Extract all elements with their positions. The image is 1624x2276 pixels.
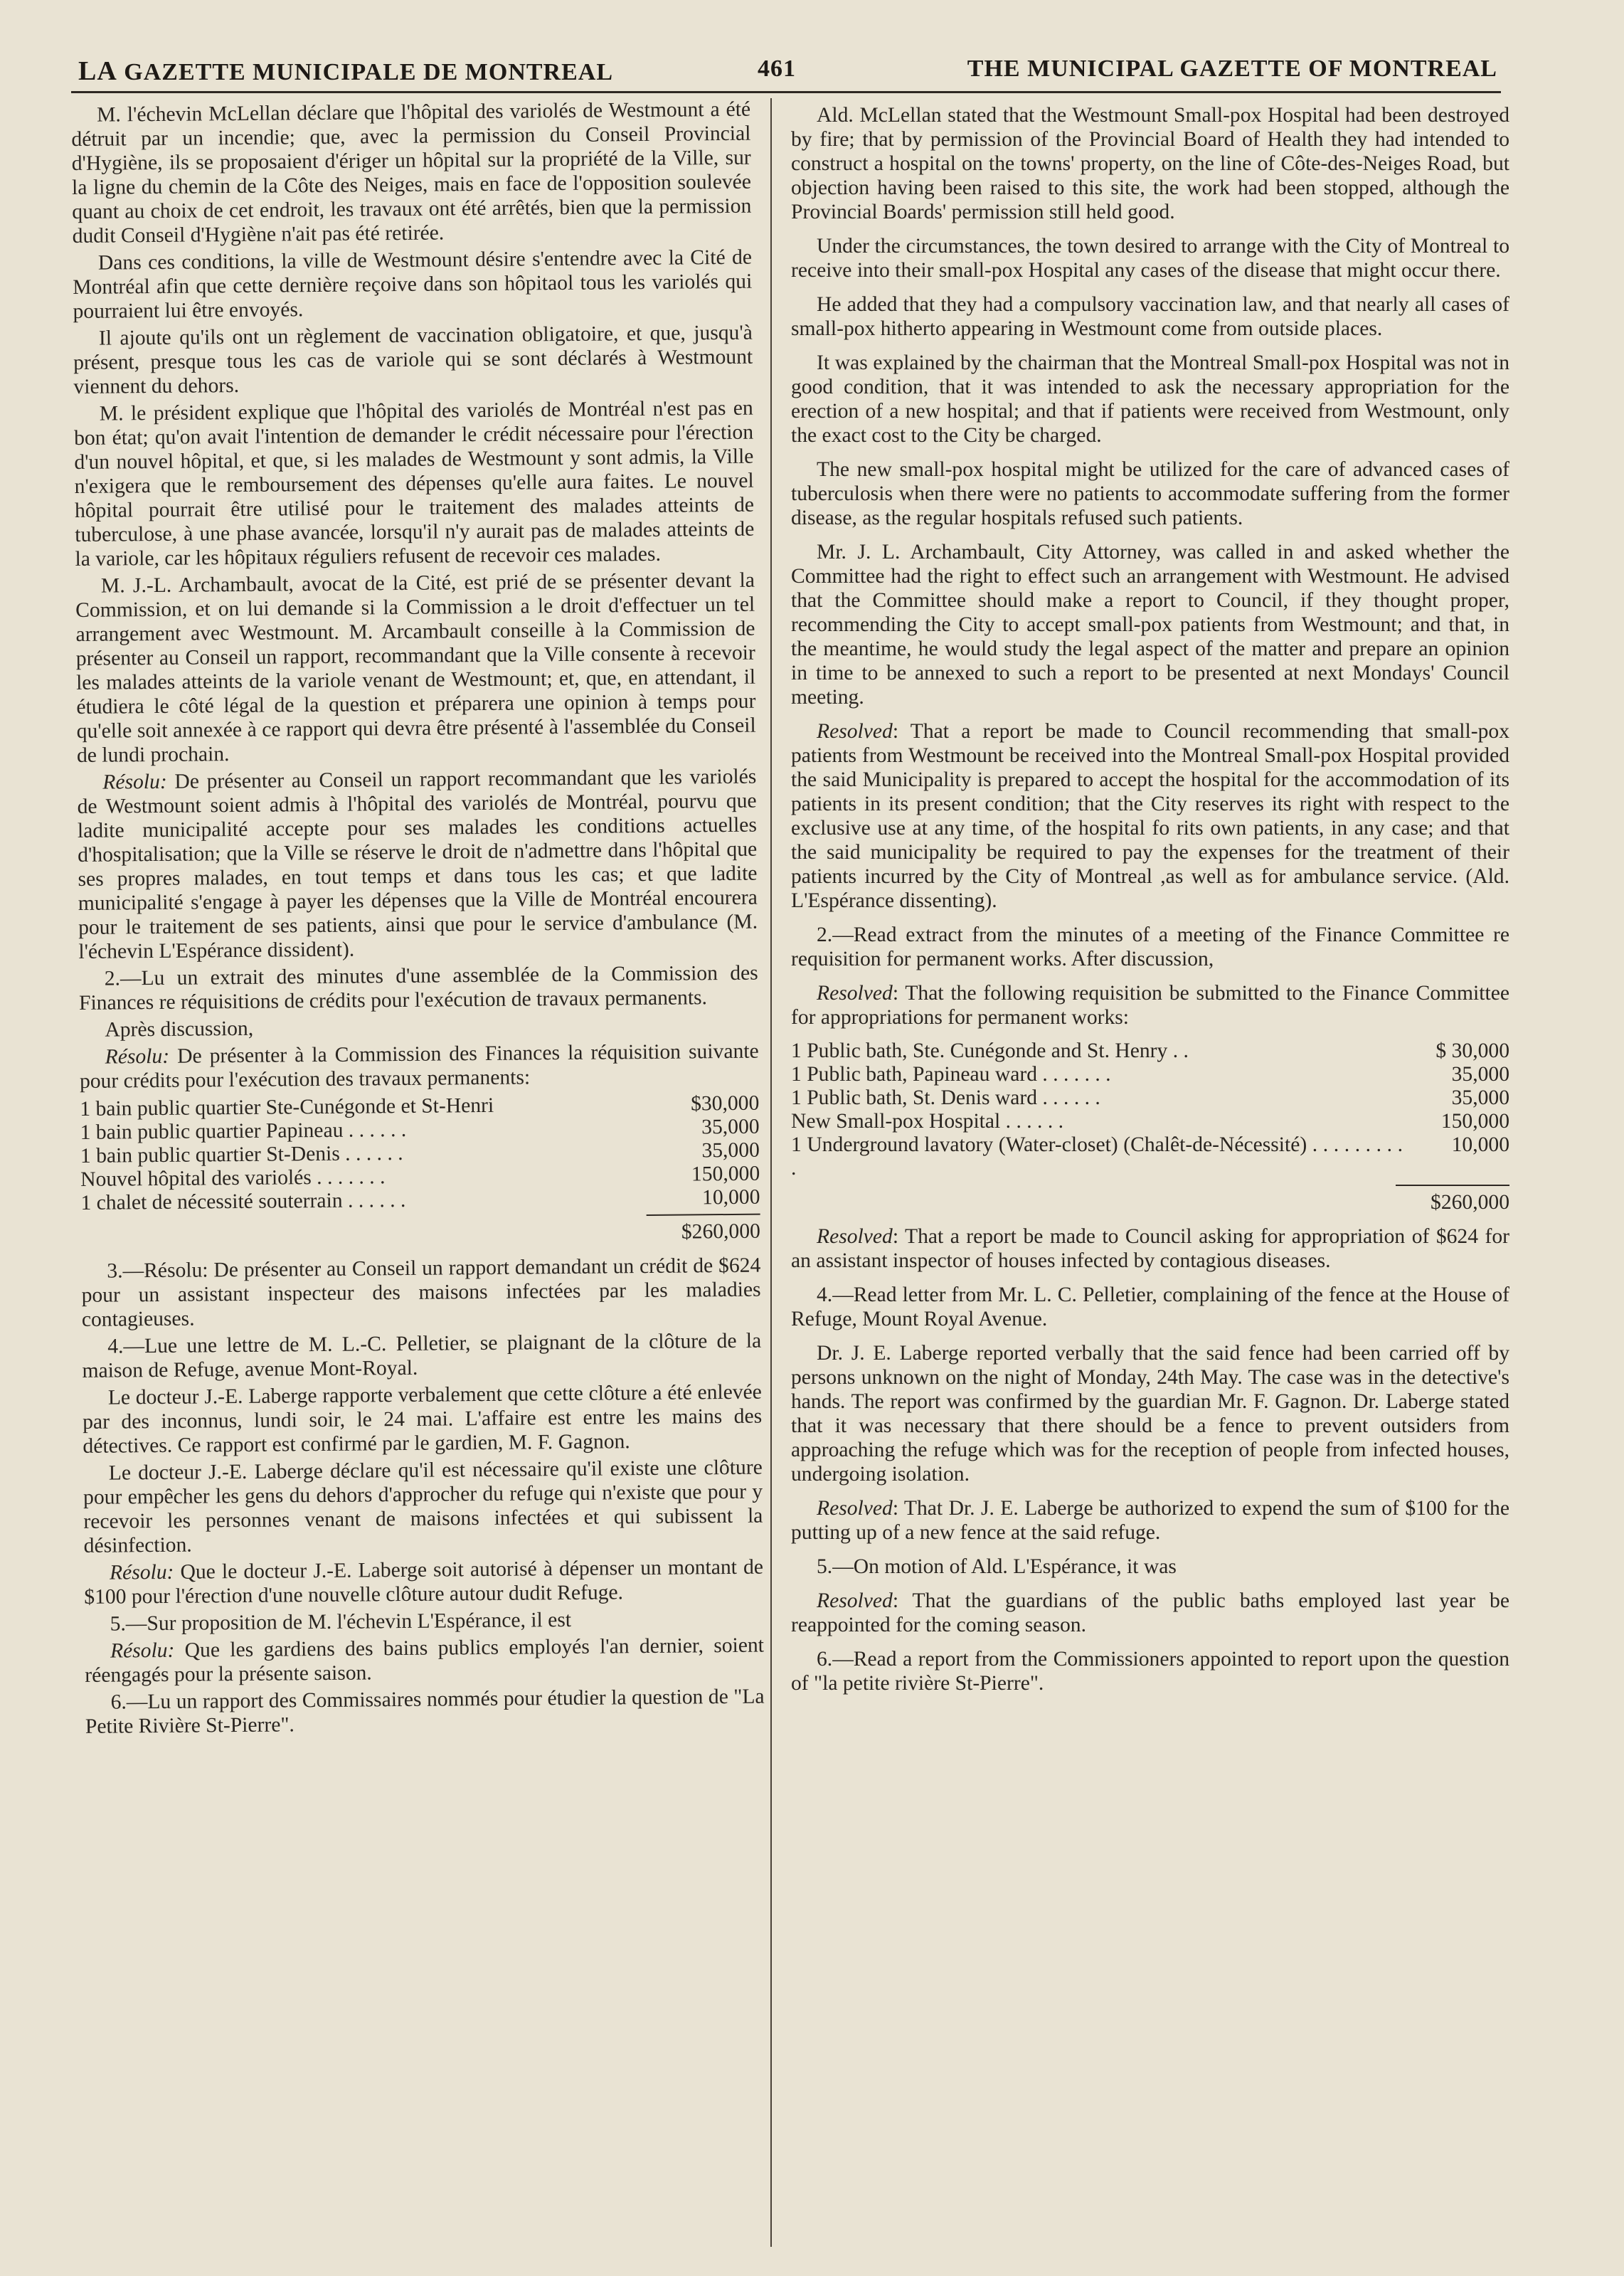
en-paragraph-6: Mr. J. L. Archambault, City Attorney, was called in and asked whether the Committee had the right to effect such an arrangement with Westmount. He advised that the Committee should make a report to Council, if they thought proper, recommending the City to accept small-pox patients from Westmount; and that, in the meantime, he would study the legal aspect of the matter and prepare an opinion in time to be annexed to such a report to be presented at next Mondays' Council meeting. — [791, 541, 1509, 709]
fr-paragraph-7: 2.—Lu un extrait des minutes d'une assemblée de la Commission des Finances re réquisitions de crédits pour l'exécution de travaux permanents. — [78, 961, 758, 1015]
budget-item: 1 Underground lavatory (Water-closet) (Chalêt-de-Nécessité) . . . . . . . . . . — [791, 1133, 1403, 1180]
fr-paragraph-17: 6.—Lu un rapport des Commissaires nommés pour étudier la question de "La Petite Rivière St-Pierre". — [85, 1685, 765, 1738]
en-paragraph-4: It was explained by the chairman that the Montreal Small-pox Hospital was not in good condition, that it was intended to ask the necessary appropriation for the erection of a new hospital; and that if patients were received from Westmount, only the exact cost to the City be charged. — [791, 351, 1509, 447]
en-budget-total — [791, 1185, 1509, 1214]
fr-paragraph-3: Il ajoute qu'ils ont un règlement de vaccination obligatoire, et que, jusqu'à présent, presque tous les cas de variole qui se sont déclarés à Westmount viennent du dehors. — [73, 321, 753, 398]
en-resolved-text: : That a report be made to Council asking for appropriation of $624 for an assistant inspector of houses infected by contagious diseases. — [791, 1225, 1509, 1272]
page-header — [78, 50, 1497, 92]
budget-amount: 35,000 — [1451, 1063, 1509, 1086]
fr-budget-total — [81, 1214, 760, 1249]
budget-total-value: $260,000 — [647, 1214, 760, 1244]
fr-paragraph-13: Le docteur J.-E. Laberge déclare qu'il est nécessaire qu'il existe une clôture pour empêcher les gens du dehors d'approcher du refuge qui n'existe que pour y recevoir les personnes venant de maisons infectées et qui subissent la désinfection. — [83, 1456, 763, 1557]
header-french-rest: GAZETTE MUNICIPALE DE MONTREAL — [124, 59, 614, 85]
table-row — [791, 1063, 1509, 1086]
en-resolved-label: Resolved — [817, 1225, 893, 1248]
column-divider — [770, 98, 772, 2247]
budget-amount: 10,000 — [701, 1185, 760, 1210]
fr-paragraph-8: Après discussion, — [105, 1017, 254, 1042]
budget-item: New Small-pox Hospital . . . . . . — [791, 1110, 1064, 1133]
table-row — [791, 1133, 1509, 1180]
budget-item: 1 Public bath, Ste. Cunégonde and St. Henry . . — [791, 1039, 1189, 1062]
header-english-title: THE MUNICIPAL GAZETTE OF MONTREAL — [967, 55, 1497, 82]
budget-amount: $ 30,000 — [1435, 1039, 1509, 1062]
budget-item: 1 Public bath, St. Denis ward . . . . . . — [791, 1086, 1100, 1109]
en-paragraph-14: 5.—On motion of Ald. L'Espérance, it was — [817, 1555, 1177, 1578]
fr-paragraph-12: Le docteur J.-E. Laberge rapporte verbalement que cette clôture a été enlevée par des inconnus, lundi soir, le 24 mai. L'affaire est entre les mains des détectives. Ce rapport est confirmé par le gardien, M. F. Gagnon. — [83, 1380, 763, 1458]
en-budget-table — [791, 1039, 1509, 1180]
en-resolved-label: Resolved — [817, 982, 893, 1005]
fr-resolu-text: De présenter au Conseil un rapport recommandant que les variolés de Westmount soient admis à l'hôpital des variolés de Montréal, pourvu que ladite municipalité accepte pour ses malades les conditions actuelles d'hospitalisation; que la Ville se réserve le droit de n'admettre dans l'hôpital que ses propres malades, en tout temps et dans tous les cas; et que ladite municipalité s'engage à payer les dépenses que la Ville de Montréal encourera pour le traitement de ses patients, ainsi que pour le service d'ambulance (M. l'échevin L'Espérance dissident). — [77, 765, 758, 963]
en-paragraph-15 — [791, 1589, 1509, 1637]
en-paragraph-1: Ald. McLellan stated that the Westmount Small-pox Hospital had been destroyed by fire; that by permission of the Provincial Board of Health they had intended to construct a hospital on the towns' property, on the line of Côte-des-Neiges Road, but objection having been raised to this site, the work had been stopped, although the Provincial Boards' permission still held good. — [791, 104, 1509, 223]
english-column — [791, 103, 1509, 1705]
en-paragraph-13 — [791, 1496, 1509, 1545]
en-paragraph-5: The new small-pox hospital might be utilized for the care of advanced cases of tuberculosis when there were no patients to accommodate suffering from the former disease, as the regular hospitals refused such patients. — [791, 458, 1509, 529]
page-number: 461 — [758, 55, 796, 82]
en-paragraph-10 — [791, 1224, 1509, 1273]
fr-paragraph-10: 3.—Résolu: De présenter au Conseil un rapport demandant un crédit de $624 pour un assistant inspecteur des maisons infectées par les maladies contagieuses. — [81, 1254, 761, 1331]
table-row — [80, 1186, 760, 1215]
en-paragraph-3: He added that they had a compulsory vaccination law, and that nearly all cases of small-pox hitherto appearing in Westmount come from outside places. — [791, 293, 1509, 340]
fr-paragraph-4: M. le président explique que l'hôpital des variolés de Montréal n'est pas en bon état; qu'on avait l'intention de demander le crédit nécessaire pour l'érection d'un nouvel hôpital, et que, si les malades de Westmount y sont admis, la Ville n'exigera que le remboursement des dépenses qu'elle aura faites. Le nouvel hôpital pourrait être utilisé pour le traitement des malades atteints de tuberculose, à une phase avancée, lorsqu'il n'y aurait pas de malades atteints de la variole, car les hôpitaux réguliers refusent de recevoir ces malades. — [73, 396, 755, 571]
fr-resolu-text: Que le docteur J.-E. Laberge soit autorisé à dépenser un montant de $100 pour l'érection d'une nouvelle clôture autour dudit Refuge. — [84, 1555, 764, 1609]
fr-paragraph-6 — [77, 765, 758, 964]
fr-resolu-label: Résolu: — [110, 1639, 175, 1663]
en-paragraph-16: 6.—Read a report from the Commissioners appointed to report upon the question of "la petite rivière St-Pierre". — [791, 1648, 1509, 1695]
budget-amount: $30,000 — [690, 1091, 760, 1116]
en-resolved-text: : That a report be made to Council recommending that small-pox patients from Westmount be received into the Montreal Small-pox Hospital provided the said Municipality is prepared to accept the hospital for the accommodation of its patients in its present condition; that the City reserves its right with respect to the exclusive use at any time, of the hospital fo rits own patients, in any case; and that the said municipality be required to pay the expenses for the treatment of their patients incurred by the City of Montreal ,as well as for ambulance service. (Ald. L'Espérance dissenting). — [791, 720, 1509, 912]
en-paragraph-8: 2.—Read extract from the minutes of a meeting of the Finance Committee re requisition for permanent works. After discussion, — [791, 923, 1509, 970]
french-column — [71, 97, 765, 1742]
en-paragraph-11: 4.—Read letter from Mr. L. C. Pelletier, complaining of the fence at the House of Refuge, Mount Royal Avenue. — [791, 1283, 1509, 1330]
budget-amount: 35,000 — [701, 1115, 760, 1139]
budget-item: 1 bain public quartier Ste-Cunégonde et St-Henri — [80, 1094, 494, 1121]
fr-resolu-text: De présenter à la Commission des Finances la réquisition suivante pour crédits pour l'exécution des travaux permanents: — [79, 1039, 759, 1093]
en-resolved-label: Resolved — [817, 720, 893, 743]
fr-paragraph-14 — [84, 1555, 764, 1609]
table-row — [791, 1086, 1509, 1110]
en-paragraph-9 — [791, 981, 1509, 1030]
header-prefix: LA — [78, 56, 117, 86]
fr-paragraph-16 — [85, 1634, 765, 1688]
fr-resolu-text: Que les gardiens des bains publics employés l'an dernier, soient réengagés pour la présente saison. — [85, 1634, 765, 1687]
budget-item: 1 bain public quartier Papineau . . . . . . — [80, 1118, 407, 1144]
budget-item: 1 chalet de nécessité souterrain . . . . . . — [80, 1188, 406, 1214]
fr-paragraph-15: 5.—Sur proposition de M. l'échevin L'Espérance, il est — [110, 1608, 572, 1636]
budget-amount: 150,000 — [691, 1162, 760, 1186]
fr-paragraph-11: 4.—Lue une lettre de M. L.-C. Pelletier, se plaignant de la clôture de la maison de Refuge, avenue Mont-Royal. — [82, 1329, 762, 1382]
fr-paragraph-2: Dans ces conditions, la ville de Westmount désire s'entendre avec la Cité de Montréal afin que cette dernière reçoive dans son hôpitaol tous les variolés qui pourraient lui être envoyés. — [73, 245, 753, 323]
en-paragraph-12: Dr. J. E. Laberge reported verbally that the said fence had been carried off by persons unknown on the night of Monday, 24th May. The case was in the detective's hands. The report was confirmed by the guardian Mr. F. Gagnon. Dr. Laberge stated that it was necessary that there should be a fence to prevent outsiders from approaching the refuge which was for the reception of people from infected houses, undergoing isolation. — [791, 1342, 1509, 1486]
fr-budget-table — [80, 1092, 760, 1215]
fr-paragraph-1: M. l'échevin McLellan déclare que l'hôpital des variolés de Westmount a été détruit par un incendie; que, avec la permission du Conseil Provincial d'Hygiène, ils se proposaient d'ériger un hôpital sur la propriété de la Ville, sur la ligne du chemin de la Côte des Neiges, mais en face de l'opposition soulevée quant au choix de cet endroit, les travaux ont été arrêtés, bien que la permission dudit Conseil d'Hygiène n'ait pas été retirée. — [71, 97, 752, 248]
budget-amount: 35,000 — [701, 1138, 760, 1163]
fr-paragraph-5: M. J.-L. Archambault, avocat de la Cité, est prié de se présenter devant la Commission, et on lui demande si la Commission a le droit d'effectuer un tel arrangement avec Westmount. M. Arcambault conseille à la Commission de présenter au Conseil un rapport, recommandant que la Ville consente à recevoir les malades atteints de la variole venant de Westmount; et, que, en attendant, il étudiera le côté légal de la question et préparera une opinion à temps pour qu'elle soit annexée à ce rapport qui devra être présenté à l'assemblée du Conseil de lundi prochain. — [75, 568, 756, 767]
fr-resolu-label: Résolu: — [109, 1560, 174, 1584]
french-column-body — [71, 97, 765, 1739]
fr-paragraph-9 — [80, 1039, 760, 1094]
budget-item: Nouvel hôpital des variolés . . . . . . . — [80, 1165, 386, 1191]
budget-amount: 10,000 — [1451, 1133, 1509, 1156]
header-french-title — [78, 55, 613, 87]
en-paragraph-2: Under the circumstances, the town desired to arrange with the City of Montreal to receive into their small-pox Hospital any cases of the disease that might occur there. — [791, 235, 1509, 282]
en-resolved-text: : That the following requisition be submitted to the Finance Committee for appropriations for permanent works: — [791, 982, 1509, 1029]
budget-amount: 150,000 — [1440, 1110, 1509, 1133]
en-resolved-text: : That the guardians of the public baths employed last year be reappointed for the coming season. — [791, 1589, 1509, 1636]
fr-resolu-label: Résolu: — [105, 1044, 170, 1069]
header-rule — [71, 91, 1501, 93]
budget-amount: 35,000 — [1451, 1086, 1509, 1109]
budget-item: 1 Public bath, Papineau ward . . . . . . . — [791, 1063, 1111, 1086]
table-row — [791, 1039, 1509, 1063]
budget-total-value: $260,000 — [1396, 1185, 1509, 1214]
fr-resolu-label: Résolu: — [102, 770, 167, 794]
en-resolved-text: : That Dr. J. E. Laberge be authorized to expend the sum of $100 for the putting up of a new fence at the said refuge. — [791, 1497, 1509, 1544]
budget-item: 1 bain public quartier St-Denis . . . . . . — [80, 1141, 403, 1168]
en-resolved-label: Resolved — [817, 1589, 893, 1612]
en-paragraph-7 — [791, 719, 1509, 913]
table-row — [791, 1110, 1509, 1133]
en-resolved-label: Resolved — [817, 1497, 893, 1520]
